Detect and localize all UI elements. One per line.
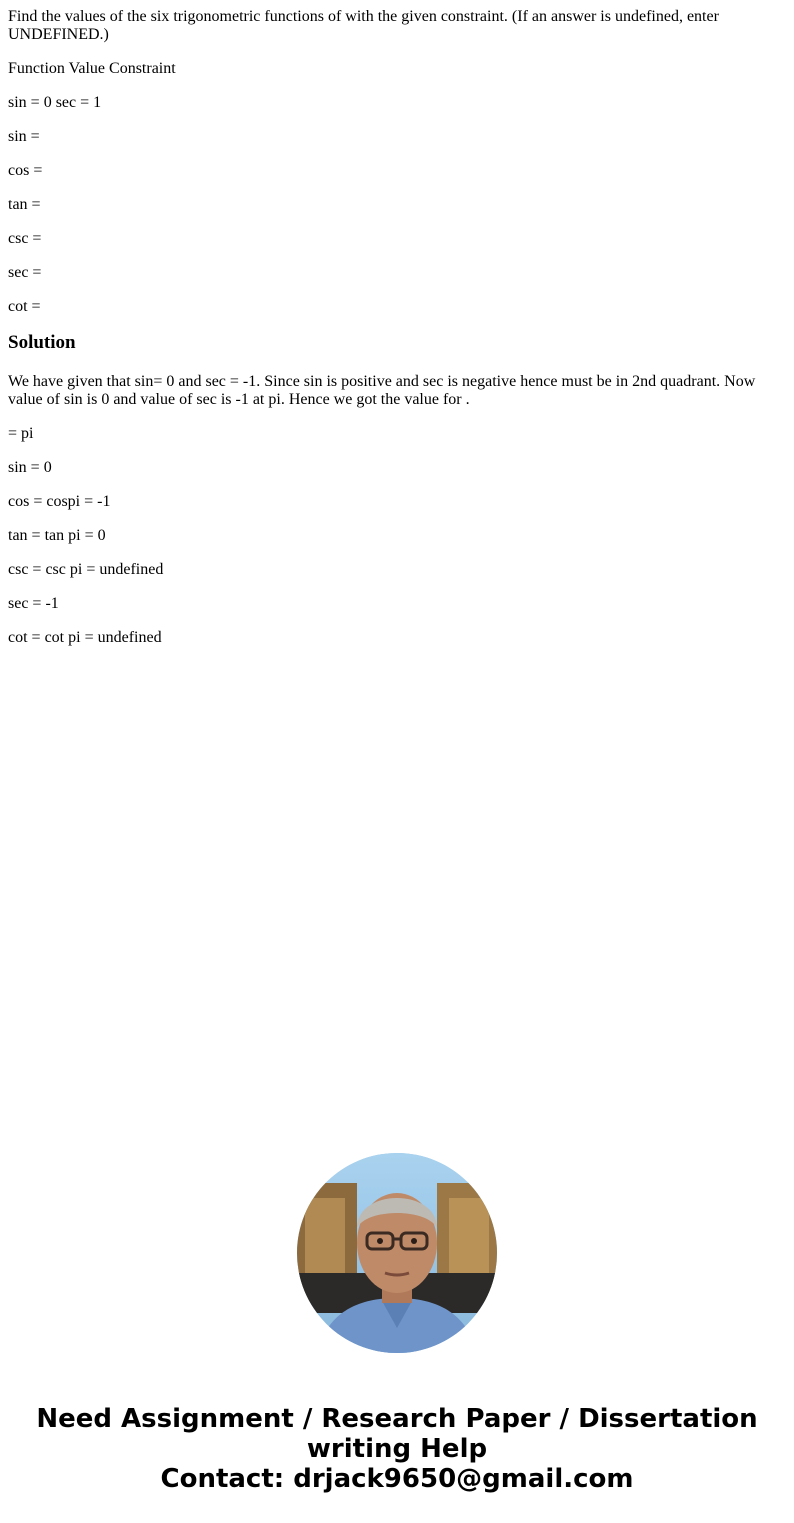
- tutor-avatar: [297, 1153, 497, 1353]
- tutor-portrait-image: [297, 1153, 497, 1353]
- answer-line-tan: tan =: [8, 196, 41, 213]
- promo-contact: Contact: drjack9650@gmail.com: [160, 1464, 634, 1494]
- solution-line-theta: = pi: [8, 425, 34, 442]
- solution-line-csc: csc = csc pi = undefined: [8, 561, 164, 578]
- question-prompt: Find the values of the six trigonometric functions of with the given constraint. (If an answer is undefined, enter UNDEFINED.): [8, 8, 719, 43]
- solution-heading: Solution: [8, 332, 76, 353]
- solution-line-cos: cos = cospi = -1: [8, 493, 111, 510]
- promo-line-2: writing Help: [306, 1434, 488, 1464]
- answer-line-cos: cos =: [8, 162, 43, 179]
- solution-line-cot: cot = cot pi = undefined: [8, 629, 162, 646]
- given-constraint: sin = 0 sec = 1: [8, 94, 102, 111]
- solution-intro: We have given that sin= 0 and sec = -1. Since sin is positive and sec is negative hence must be in 2nd quadrant. Now value of sin is 0 and value of sec is -1 at pi. Hence we got the value for .: [8, 373, 756, 408]
- document-body: [8, 8, 778, 663]
- solution-line-sin: sin = 0: [8, 459, 52, 476]
- answer-line-csc: csc =: [8, 230, 42, 247]
- promo-banner: [0, 1404, 794, 1494]
- answer-line-sin: sin =: [8, 128, 40, 145]
- table-header: Function Value Constraint: [8, 60, 176, 77]
- solution-line-sec: sec = -1: [8, 595, 59, 612]
- answer-line-sec: sec =: [8, 264, 42, 281]
- answer-line-cot: cot =: [8, 298, 41, 315]
- solution-line-tan: tan = tan pi = 0: [8, 527, 106, 544]
- promo-line-1: Need Assignment / Research Paper / Dissertation: [36, 1404, 758, 1434]
